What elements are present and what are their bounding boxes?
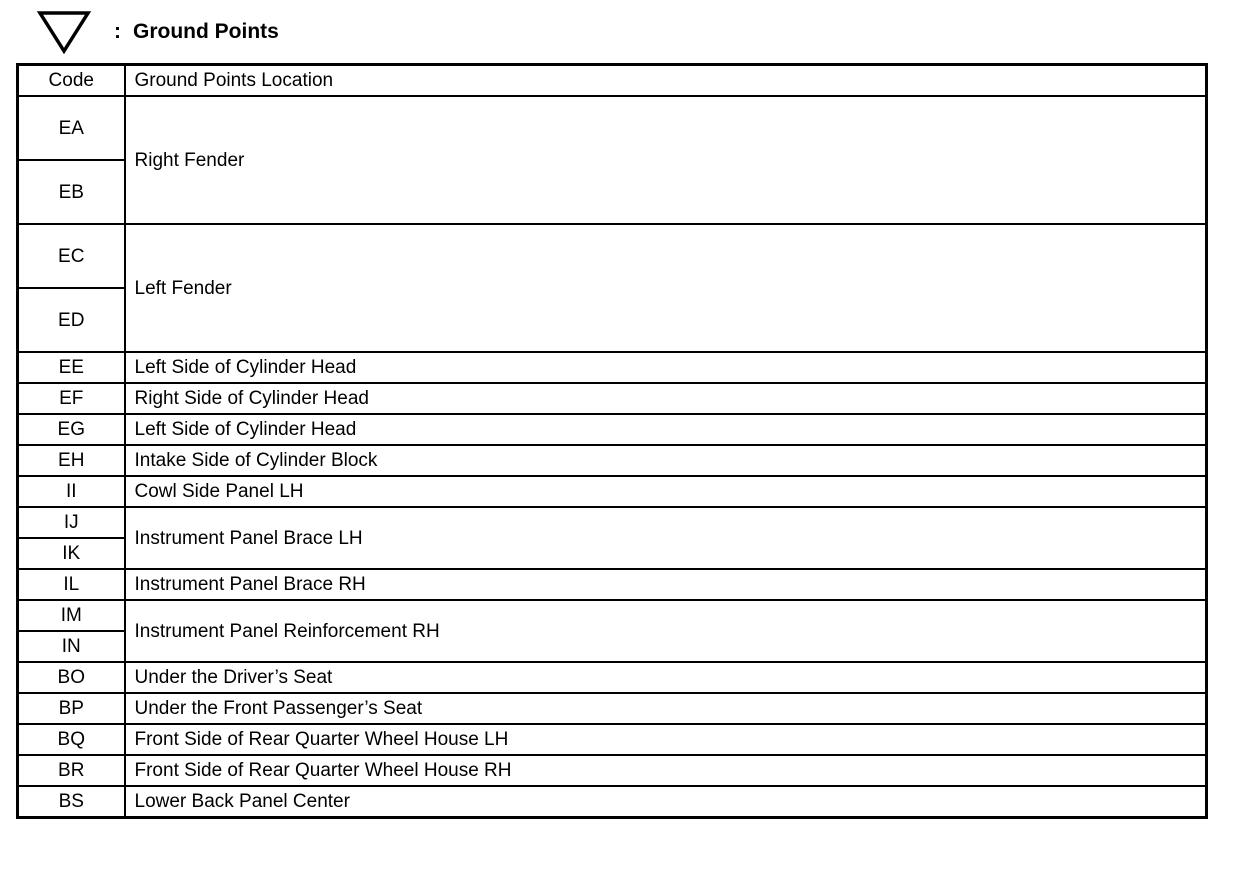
code-cell: IN: [18, 631, 125, 662]
table-header-row: [18, 65, 1207, 97]
table-row: [18, 476, 1207, 507]
table-row: [18, 662, 1207, 693]
table-row: [18, 600, 1207, 631]
location-cell: Instrument Panel Brace LH: [125, 507, 1207, 569]
table-row: [18, 569, 1207, 600]
table-row: [18, 445, 1207, 476]
location-column-header: Ground Points Location: [125, 65, 1207, 97]
location-cell: Right Fender: [125, 96, 1207, 224]
table-row: [18, 507, 1207, 538]
table-row: [18, 383, 1207, 414]
code-cell: BQ: [18, 724, 125, 755]
code-cell: BR: [18, 755, 125, 786]
location-cell: Front Side of Rear Quarter Wheel House LH: [125, 724, 1207, 755]
location-cell: Lower Back Panel Center: [125, 786, 1207, 818]
code-cell: EC: [18, 224, 125, 288]
code-cell: BP: [18, 693, 125, 724]
location-cell: Front Side of Rear Quarter Wheel House RH: [125, 755, 1207, 786]
code-cell: IJ: [18, 507, 125, 538]
location-cell: Cowl Side Panel LH: [125, 476, 1207, 507]
location-cell: Instrument Panel Reinforcement RH: [125, 600, 1207, 662]
code-column-header: Code: [18, 65, 125, 97]
code-cell: IM: [18, 600, 125, 631]
code-cell: ED: [18, 288, 125, 352]
location-cell: Left Fender: [125, 224, 1207, 352]
location-cell: Left Side of Cylinder Head: [125, 414, 1207, 445]
table-row: [18, 224, 1207, 288]
code-cell: IL: [18, 569, 125, 600]
code-cell: EH: [18, 445, 125, 476]
code-cell: II: [18, 476, 125, 507]
location-cell: Instrument Panel Brace RH: [125, 569, 1207, 600]
table-row: [18, 724, 1207, 755]
code-cell: BS: [18, 786, 125, 818]
table-row: [18, 755, 1207, 786]
table-row: [18, 693, 1207, 724]
location-cell: Under the Front Passenger’s Seat: [125, 693, 1207, 724]
legend-title: Ground Points: [133, 20, 279, 43]
table-row: [18, 352, 1207, 383]
code-cell: EB: [18, 160, 125, 224]
legend-colon: :: [114, 20, 121, 43]
code-cell: EA: [18, 96, 125, 160]
location-cell: Under the Driver’s Seat: [125, 662, 1207, 693]
code-cell: EG: [18, 414, 125, 445]
code-cell: IK: [18, 538, 125, 569]
triangle-down-icon: [36, 9, 92, 55]
table-row: [18, 786, 1207, 818]
code-cell: EF: [18, 383, 125, 414]
code-cell: EE: [18, 352, 125, 383]
location-cell: Intake Side of Cylinder Block: [125, 445, 1207, 476]
table-row: [18, 414, 1207, 445]
table-row: [18, 96, 1207, 160]
code-cell: BO: [18, 662, 125, 693]
location-cell: Left Side of Cylinder Head: [125, 352, 1207, 383]
legend-header: [36, 8, 279, 56]
ground-points-table: [16, 63, 1208, 819]
location-cell: Right Side of Cylinder Head: [125, 383, 1207, 414]
